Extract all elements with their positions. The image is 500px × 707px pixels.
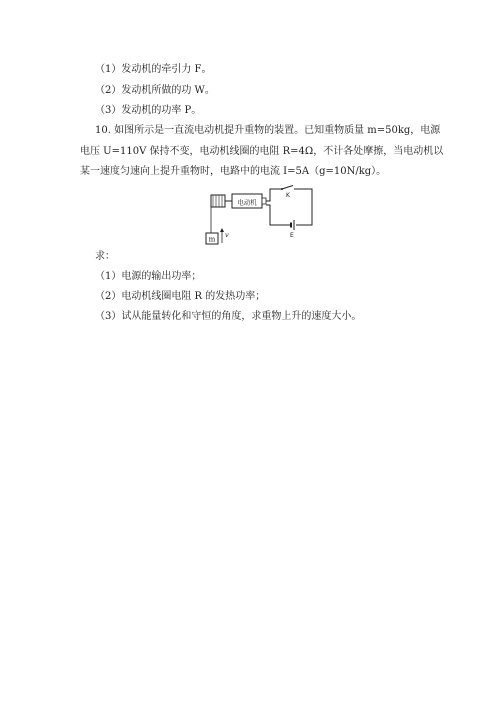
sub-question-1: （1）电源的输出功率； [95, 271, 202, 282]
motor-terminal [262, 198, 266, 204]
problem10-line3: 某一速度匀速向上提升重物时，电路中的电流 I=5A（g=10N/kg）。 [80, 166, 387, 177]
problem10-line2: 电压 U=110V 保持不变，电动机线圈的电阻 R=4Ω，不计各处摩擦，当电动机以 [80, 146, 444, 157]
problem10-line1: 10. 如图所示是一直流电动机提升重物的装置。已知重物质量 m=50kg，电源 [95, 125, 441, 136]
prev-question-2: （2）发动机所做的功 W。 [95, 85, 215, 96]
switch-label: K [286, 192, 290, 199]
wire-right [294, 189, 312, 225]
prev-question-1: （1）发动机的牵引力 F。 [95, 64, 212, 75]
velocity-arrowhead [220, 228, 224, 232]
sub-question-3: （3）试从能量转化和守恒的角度，求重物上升的速度大小。 [95, 311, 362, 322]
switch-blade [282, 186, 293, 190]
mass-label: m [208, 235, 216, 244]
prev-question-3: （3）发动机的功率 P。 [95, 105, 202, 116]
wire-bottom [266, 205, 291, 225]
switch-pivot [281, 188, 283, 190]
wire-top-left [266, 189, 282, 201]
sub-question-2: （2）电动机线圈电阻 R 的发热功率； [95, 291, 266, 302]
velocity-label: v [225, 231, 229, 239]
spool-coil [213, 195, 222, 207]
motor-circuit-figure [202, 185, 326, 249]
battery-label: E [290, 232, 294, 239]
motor-label: 电动机 [237, 198, 257, 207]
ask-label: 求： [95, 251, 115, 262]
